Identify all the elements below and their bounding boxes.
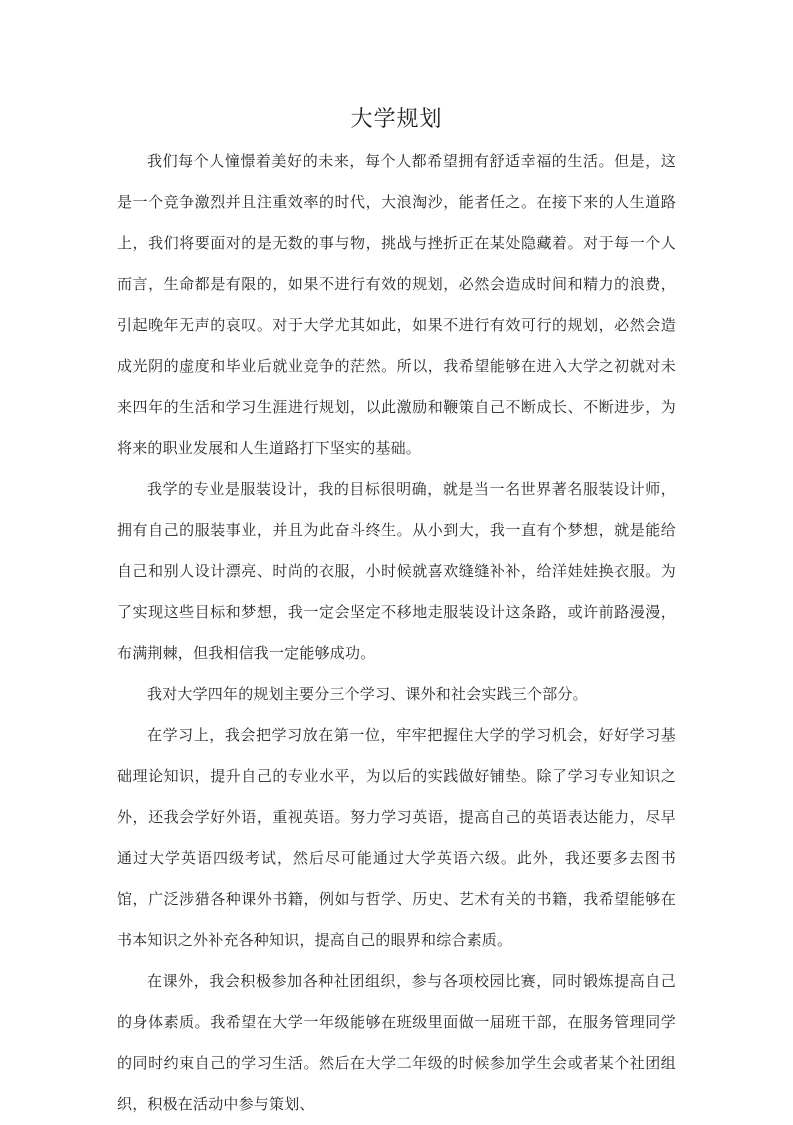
paragraph-extracurricular-plan: 在课外，我会积极参加各种社团组织，参与各项校园比赛，同时锻炼提高自己的身体素质。我希望在大学一年级能够在班级里面做一届班干部，在服务管理同学的同时约束自己的学习生活。然后在大学二年级的时候参加学生会或者某个社团组织，积极在活动中参与策划、	[117, 973, 676, 1113]
paragraph-intro: 我们每个人憧憬着美好的未来，每个人都希望拥有舒适幸福的生活。但是，这是一个竞争激烈并且注重效率的时代，大浪淘沙，能者任之。在接下来的人生道路上，我们将要面对的是无数的事与物，挑战与挫折正在某处隐藏着。对于每一个人而言，生命都是有限的，如果不进行有效的规划，必然会造成时间和精力的浪费，引起晚年无声的哀叹。对于大学尤其如此，如果不进行有效可行的规划，必然会造成光阴的虚度和毕业后就业竞争的茫然。所以，我希望能够在进入大学之初就对未来四年的生活和学习生涯进行规划，以此激励和鞭策自己不断成长、不断进步，为将来的职业发展和人生道路打下坚实的基础。	[117, 153, 676, 457]
document-body	[117, 141, 676, 1125]
paragraph-study-plan: 在学习上，我会把学习放在第一位，牢牢把握住大学的学习机会，好好学习基础理论知识，提升自己的专业水平，为以后的实践做好铺垫。除了学习专业知识之外，还我会学好外语，重视英语。努力学习英语，提高自己的英语表达能力，尽早通过大学英语四级考试，然后尽可能通过大学英语六级。此外，我还要多去图书馆，广泛涉猎各种课外书籍，例如与哲学、历史、艺术有关的书籍，我希望能够在书本知识之外补充各种知识，提高自己的眼界和综合素质。	[117, 727, 676, 949]
document-title: 大学规划	[350, 106, 443, 131]
paragraph-major-dream: 我学的专业是服装设计，我的目标很明确，就是当一名世界著名服装设计师，拥有自己的服装事业，并且为此奋斗终生。从小到大，我一直有个梦想，就是能给自己和别人设计漂亮、时尚的衣服，小时候就喜欢缝缝补补，给洋娃娃换衣服。为了实现这些目标和梦想，我一定会坚定不移地走服装设计这条路，或许前路漫漫，布满荆棘，但我相信我一定能够成功。	[117, 481, 676, 662]
paragraph-plan-overview: 我对大学四年的规划主要分三个学习、课外和社会实践三个部分。	[147, 686, 588, 703]
